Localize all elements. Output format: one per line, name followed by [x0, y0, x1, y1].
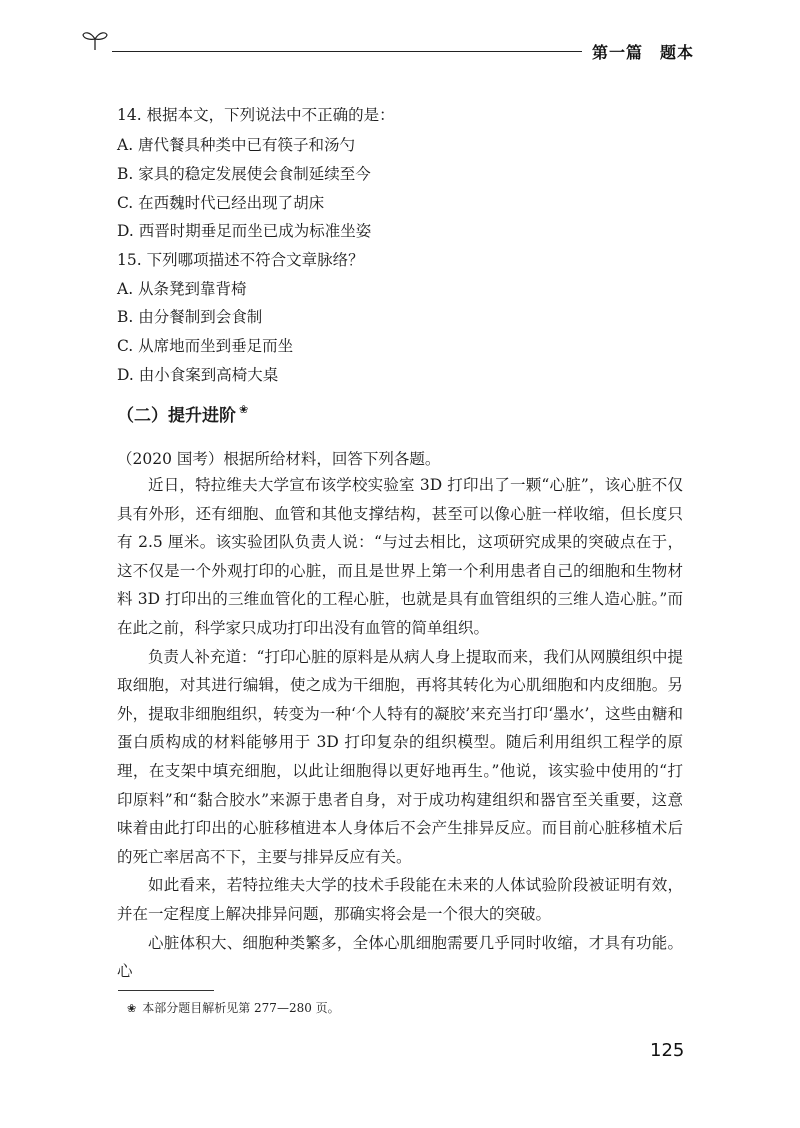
passage: [117, 471, 683, 986]
question-14-option-c: C. 在西魏时代已经出现了胡床: [117, 194, 325, 212]
question-15-option-d: D. 由小食案到高椅大桌: [117, 366, 279, 384]
footnote-text: 本部分题目解析见第 277—280 页。: [142, 1001, 340, 1015]
footnote-flower-icon: ❀: [127, 1002, 137, 1015]
page-number: 125: [650, 1040, 685, 1061]
question-15-option-c: C. 从席地而坐到垂足而坐: [117, 337, 294, 355]
question-14-option-b: B. 家具的稳定发展使会食制延续至今: [117, 165, 371, 183]
question-15-option-a: A. 从条凳到靠背椅: [117, 280, 247, 298]
question-14-stem: 14. 根据本文，下列说法中不正确的是：: [117, 106, 395, 124]
question-15-stem: 15. 下列哪项描述不符合文章脉络？: [117, 251, 364, 269]
sprout-icon: [82, 28, 108, 50]
footnote-rule: [118, 990, 214, 991]
footnote-flower-icon: ❀: [239, 403, 249, 416]
question-15-option-b: B. 由分餐制到会食制: [117, 308, 263, 326]
passage-paragraph-3: 如此看来，若特拉维夫大学的技术手段能在未来的人体试验阶段被证明有效，并在一定程度上解决排异问题，那确实将会是一个很大的突破。: [117, 876, 683, 923]
passage-paragraph-4: 心脏体积大、细胞种类繁多，全体心肌细胞需要几乎同时收缩，才具有功能。心: [117, 933, 683, 981]
section-heading: [117, 401, 248, 426]
passage-intro: （2020 国考）根据所给材料，回答下列各题。: [117, 450, 441, 468]
header-rule: [112, 51, 582, 52]
passage-paragraph-1: 近日，特拉维夫大学宣布该学校实验室 3D 打印出了一颗“心脏”，该心脏不仅具有外形，还有细胞、血管和其他支撑结构，甚至可以像心脏一样收缩，但长度只有 2.5 厘米。该实验团队负责人说：“与过去相比，这项研究成果的突破点在于，这不仅是一个外观打印的心脏，而且是世界上第一个利用患者自己的细胞和生物材料 3D 打印出的三维血管化的工程心脏，也就是具有血管组织的三维人造心脏。”而在此之前，科学家只成功打印出没有血管的简单组织。: [117, 476, 683, 637]
question-14-option-a: A. 唐代餐具种类中已有筷子和汤勺: [117, 136, 356, 154]
footnote: [127, 999, 340, 1016]
question-14-option-d: D. 西晋时期垂足而坐已成为标准坐姿: [117, 222, 372, 240]
section-title: 第一篇 题本: [592, 43, 695, 62]
page-header: [0, 0, 800, 70]
section-heading-text: （二）提升进阶: [117, 406, 236, 426]
passage-paragraph-2: 负责人补充道：“打印心脏的原料是从病人身上提取而来，我们从网膜组织中提取细胞，对其进行编辑，使之成为干细胞，再将其转化为心肌细胞和内皮细胞。另外，提取非细胞组织，转变为一种‘个人特有的凝胶’来充当打印‘墨水’，这些由糖和蛋白质构成的材料能够用于 3D 打印复杂的组织模型。随后利用组织工程学的原理，在支架中填充细胞，以此让细胞得以更好地再生。”他说，该实验中使用的“打印原料”和“黏合胶水”来源于患者自身，对于成功构建组织和器官至关重要，这意味着由此打印出的心脏移植进本人身体后不会产生排异反应。而目前心脏移植术后的死亡率居高不下，主要与排异反应有关。: [117, 647, 683, 866]
